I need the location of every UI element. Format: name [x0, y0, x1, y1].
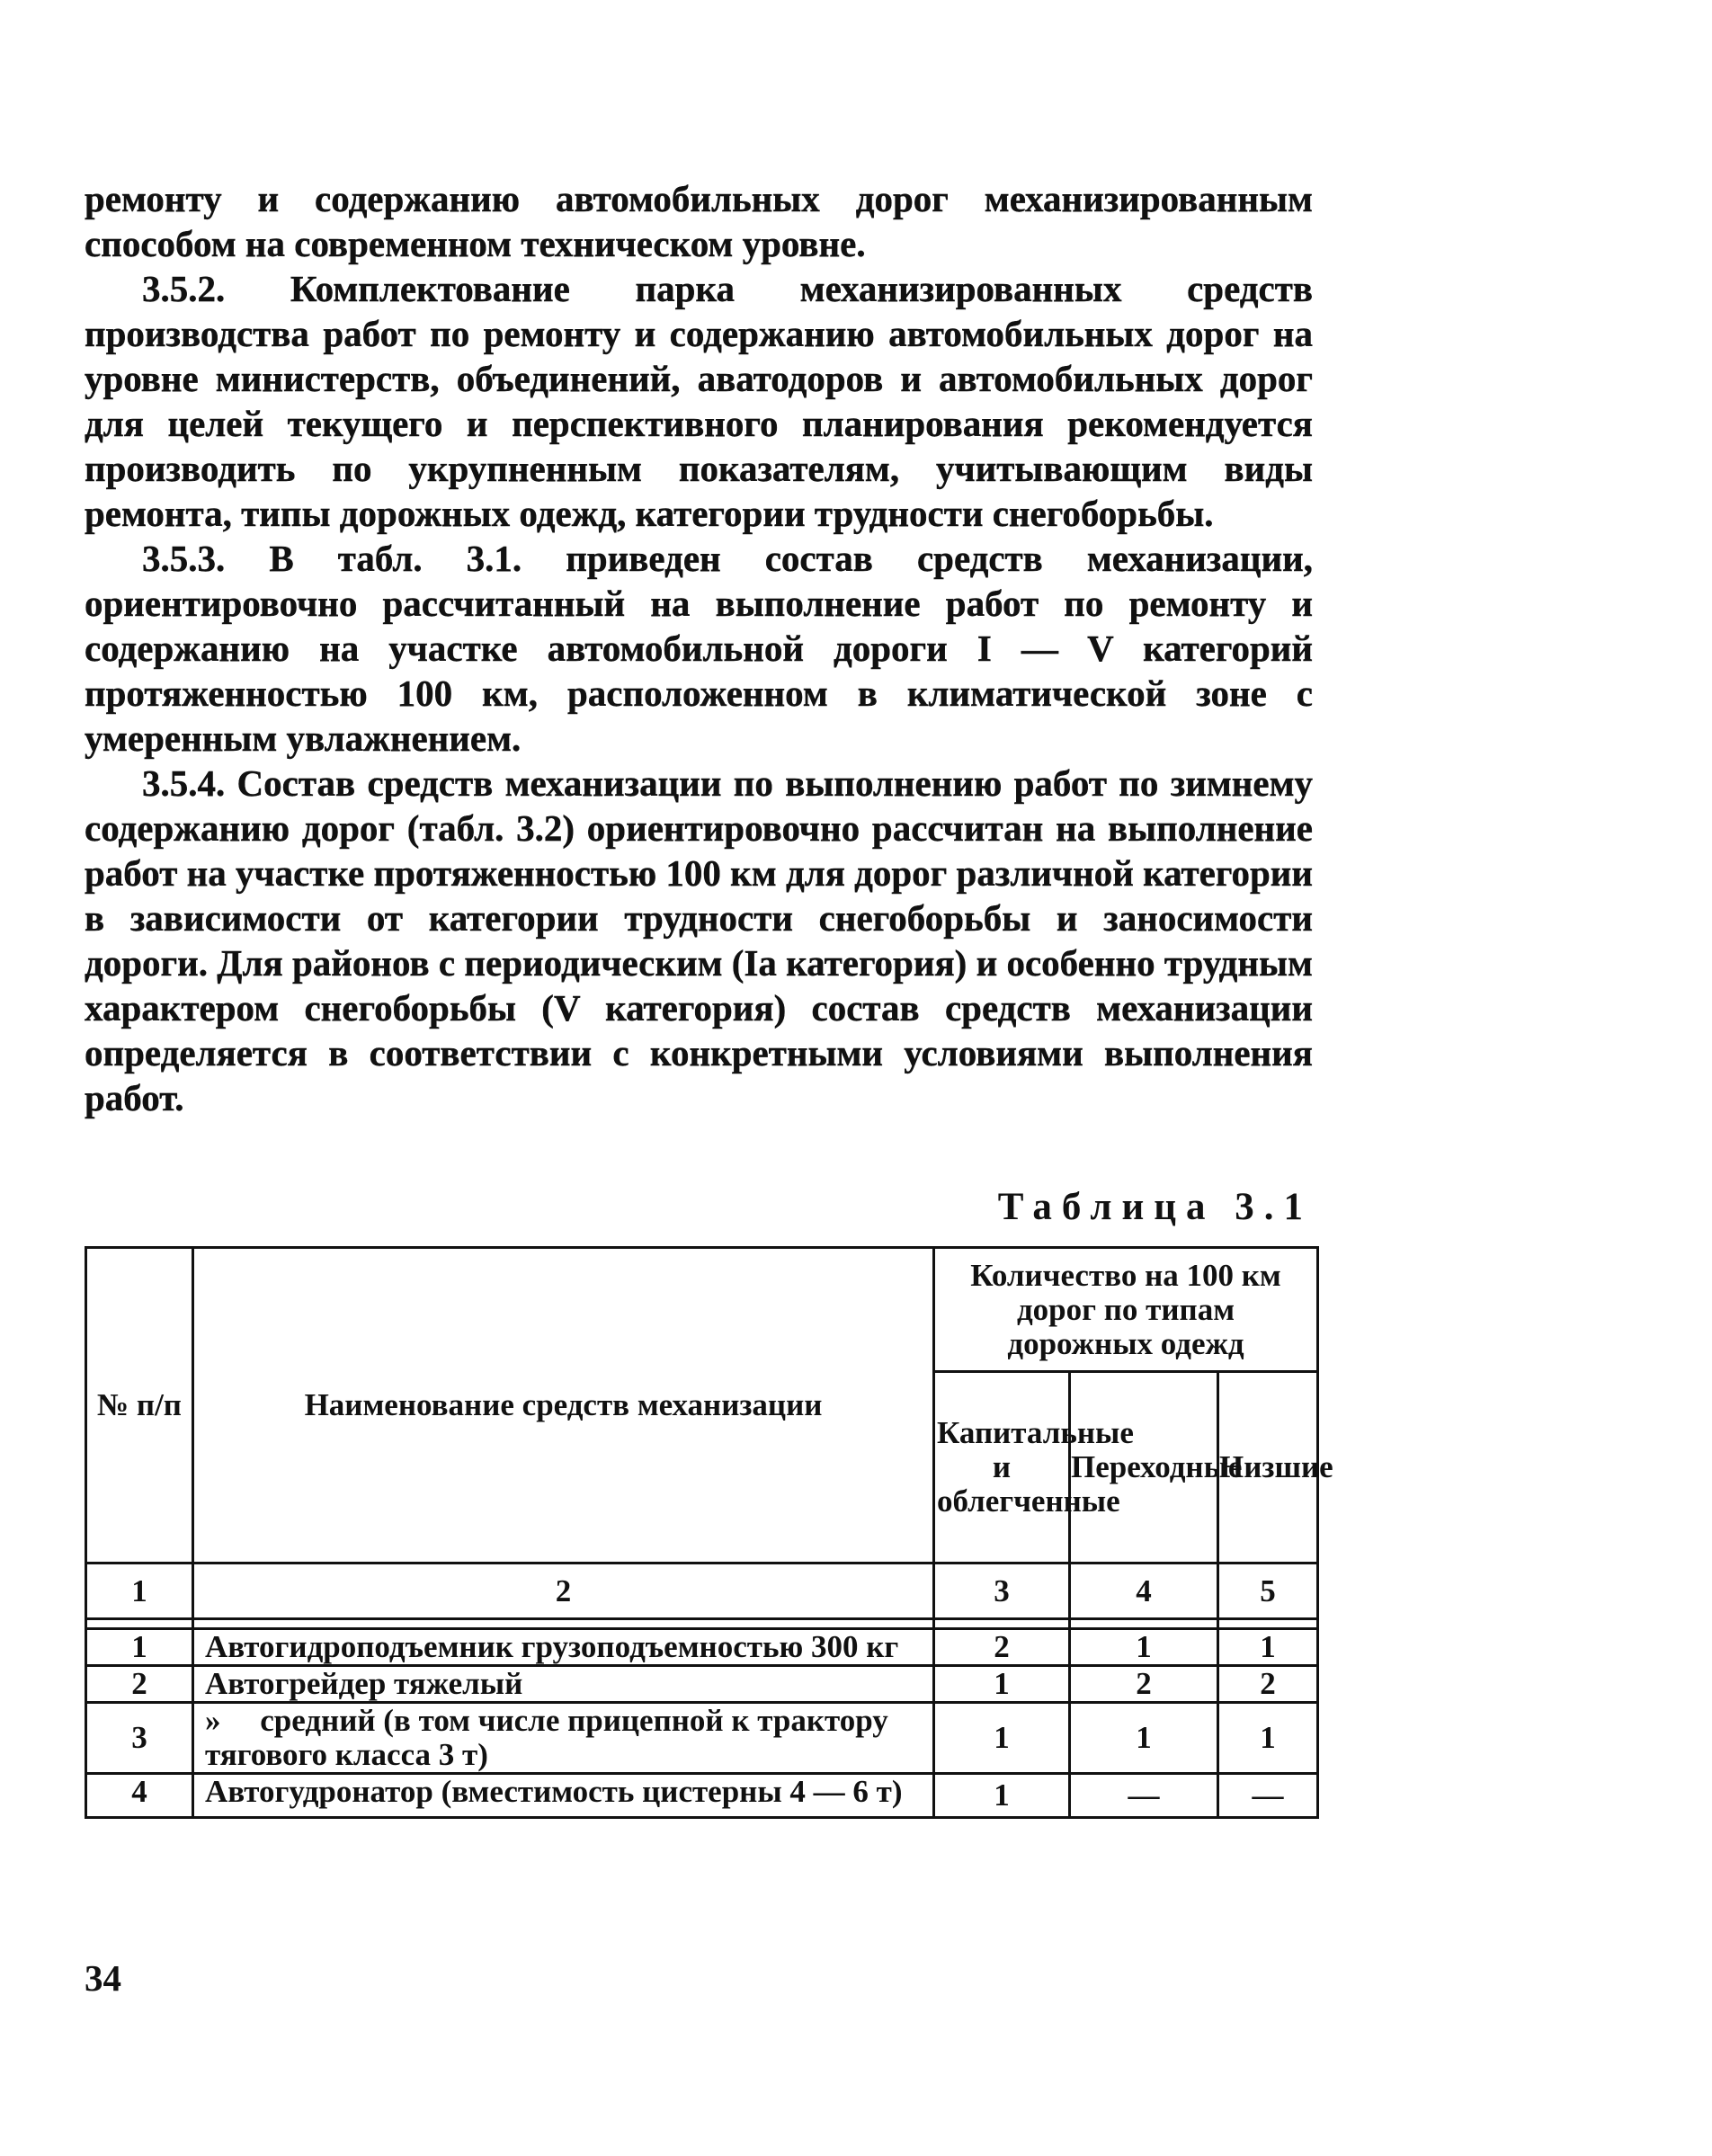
table-row [86, 1629, 1318, 1666]
row-lower: 1 [1218, 1629, 1318, 1666]
row-transitional: 1 [1070, 1629, 1218, 1666]
row-num: 4 [86, 1774, 193, 1818]
header-sub-transitional: Переходные [1070, 1372, 1218, 1564]
row-name: Автогидроподъемник грузоподъемностью 300 кг [193, 1629, 934, 1666]
paragraph-3-5-2: 3.5.2. Комплектование парка механизированных средств производства работ по ремонту и содержанию автомобильных дорог на уровне министерств, объединений, аватодоров и автомобильных дорог для целей текущего и перспективного планирования рекомендуется производить по укрупненным показателям, учитывающим виды ремонта, типы дорожных одежд, категории трудности снегоборьбы. [85, 268, 1313, 534]
paragraph-3-5-3: 3.5.3. В табл. 3.1. приведен состав средств механизации, ориентировочно рассчитанный на выполнение работ по ремонту и содержанию на участке автомобильной дороги I — V категорий протяженностью 100 км, расположенном в климатической зоне с умеренным увлажнением. [85, 538, 1313, 759]
col-number: 5 [1218, 1564, 1318, 1619]
body-text [85, 176, 1313, 1120]
row-capital: 2 [934, 1629, 1070, 1666]
page-number: 34 [85, 1957, 121, 1999]
row-transitional: 1 [1070, 1703, 1218, 1774]
paragraph-3-5-4: 3.5.4. Состав средств механизации по выполнению работ по зимнему содержанию дорог (табл. 3.2) ориентировочно рассчитан на выполнение работ на участке протяженностью 100 км для дорог различной категории в зависимости от категории трудности снегоборьбы и заносимости дороги. Для районов с периодическим (Ia категория) и особенно трудным характером снегоборьбы (V категория) состав средств механизации определяется в соответствии с конкретными условиями выполнения работ. [85, 762, 1313, 1118]
col-number: 4 [1070, 1564, 1218, 1619]
table-row [86, 1703, 1318, 1774]
header-group: Количество на 100 км дорог по типам дорожных одежд [934, 1248, 1318, 1372]
header-sub-lower: Низшие [1218, 1372, 1318, 1564]
table-title: Таблица 3.1 [997, 1186, 1313, 1228]
col-number: 1 [86, 1564, 193, 1619]
row-name: Автогудронатор (вместимость цистерны 4 — 6 т) [193, 1774, 934, 1818]
header-name: Наименование средств механизации [193, 1248, 934, 1564]
row-name: Автогрейдер тяжелый [193, 1666, 934, 1703]
row-lower: 1 [1218, 1703, 1318, 1774]
header-sub-capital: Капитальные и облегченные [934, 1372, 1070, 1564]
table-row [86, 1774, 1318, 1818]
row-capital: 1 [934, 1703, 1070, 1774]
row-lower: — [1218, 1774, 1318, 1818]
row-lower: 2 [1218, 1666, 1318, 1703]
row-num: 1 [86, 1629, 193, 1666]
row-transitional: — [1070, 1774, 1218, 1818]
col-number: 3 [934, 1564, 1070, 1619]
row-capital: 1 [934, 1774, 1070, 1818]
row-transitional: 2 [1070, 1666, 1218, 1703]
col-number: 2 [193, 1564, 934, 1619]
header-num: № п/п [86, 1248, 193, 1564]
row-name: » средний (в том числе прицепной к трактору тягового класса 3 т) [193, 1703, 934, 1774]
row-num: 2 [86, 1666, 193, 1703]
paragraph-continuation: ремонту и содержанию автомобильных дорог механизированным способом на современном техническом уровне. [85, 178, 1313, 264]
row-num: 3 [86, 1703, 193, 1774]
mechanization-table [85, 1246, 1333, 1819]
table-row [86, 1666, 1318, 1703]
row-capital: 1 [934, 1666, 1070, 1703]
